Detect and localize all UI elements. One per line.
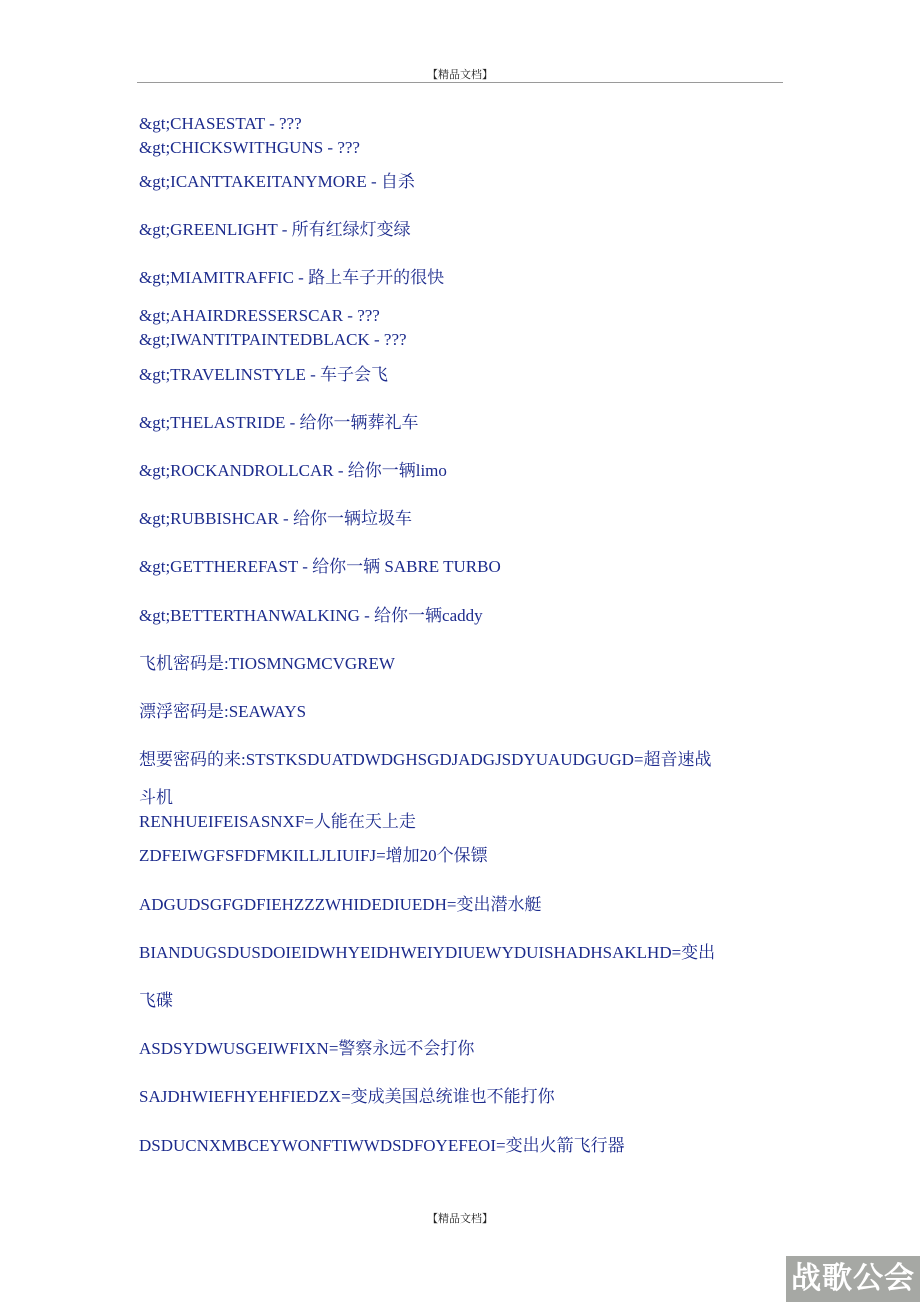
cheat-line: ASDSYDWUSGEIWFIXN=警察永远不会打你 [139, 1039, 475, 1058]
watermark-logo: 战歌公会 [786, 1256, 920, 1302]
cheat-line: 漂浮密码是:SEAWAYS [139, 702, 307, 721]
cheat-line: &gt;MIAMITRAFFIC - 路上车子开的很快 [139, 268, 445, 287]
cheat-line: &gt;IWANTITPAINTEDBLACK - ??? [139, 330, 407, 349]
cheat-line: ADGUDSGFGDFIEHZZZWHIDEDIUEDH=变出潜水艇 [139, 895, 542, 914]
cheat-line: &gt;CHASESTAT - ??? [139, 114, 302, 133]
cheat-line: 想要密码的来:STSTKSDUATDWDGHSGDJADGJSDYUAUDGUGD=超音速战 [139, 750, 712, 769]
cheat-line: &gt;CHICKSWITHGUNS - ??? [139, 138, 360, 157]
cheat-line: 飞碟 [139, 991, 173, 1010]
cheat-line: DSDUCNXMBCEYWONFTIWWDSDFOYEFEOI=变出火箭飞行器 [139, 1136, 625, 1155]
cheat-line: &gt;THELASTRIDE - 给你一辆葬礼车 [139, 413, 419, 432]
cheat-line: &gt;GETTHEREFAST - 给你一辆 SABRE TURBO [139, 557, 501, 576]
cheat-line: 飞机密码是:TIOSMNGMCVGREW [139, 654, 395, 673]
header-divider [137, 82, 783, 83]
cheat-line: RENHUEIFEISASNXF=人能在天上走 [139, 812, 416, 831]
cheat-line: ZDFEIWGFSFDFMKILLJLIUIFJ=增加20个保镖 [139, 846, 488, 865]
cheat-line: &gt;GREENLIGHT - 所有红绿灯变绿 [139, 220, 411, 239]
cheat-line: BIANDUGSDUSDOIEIDWHYEIDHWEIYDIUEWYDUISHADHSAKLHD=变出 [139, 943, 716, 962]
cheat-line: 斗机 [139, 788, 173, 807]
cheat-line: &gt;ROCKANDROLLCAR - 给你一辆limo [139, 461, 447, 480]
cheat-line: &gt;AHAIRDRESSERSCAR - ??? [139, 306, 380, 325]
cheat-line: &gt;TRAVELINSTYLE - 车子会飞 [139, 365, 389, 384]
cheat-line: &gt;ICANTTAKEITANYMORE - 自杀 [139, 172, 415, 191]
page-footer: 【精品文档】 [427, 1213, 493, 1225]
cheat-line: &gt;BETTERTHANWALKING - 给你一辆caddy [139, 606, 483, 625]
cheat-line: &gt;RUBBISHCAR - 给你一辆垃圾车 [139, 509, 412, 528]
page-header: 【精品文档】 [427, 69, 493, 81]
cheat-line: SAJDHWIEFHYEHFIEDZX=变成美国总统谁也不能打你 [139, 1087, 555, 1106]
